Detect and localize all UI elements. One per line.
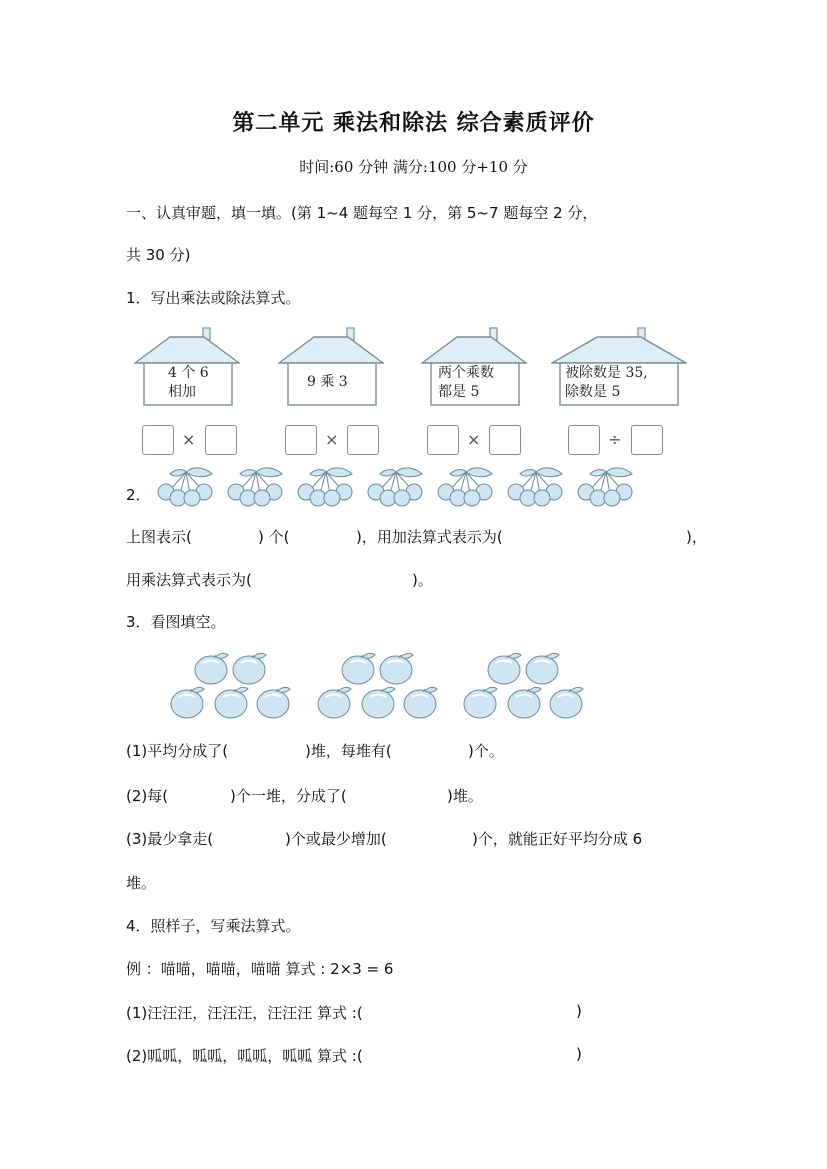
house-label-4 <box>565 364 648 402</box>
q4-example: 例 ：喵喵，喵喵，喵喵 算式 : 2×3 = 6 <box>126 960 394 978</box>
answer-box-3-2[interactable] <box>489 425 521 455</box>
peach-icon <box>317 685 353 719</box>
cherry-icon <box>506 466 564 508</box>
peach <box>525 651 561 689</box>
q2-line1-a: 上图表示( <box>126 528 192 546</box>
peach <box>317 685 353 723</box>
peach <box>341 651 377 689</box>
q3-s3-d: 堆。 <box>126 874 157 892</box>
peach <box>170 685 206 723</box>
cherry-icon <box>436 466 494 508</box>
peach-icon <box>525 651 561 685</box>
house-3 <box>421 326 527 408</box>
house-4 <box>551 326 687 408</box>
cherry-icon <box>226 466 284 508</box>
answer-box-3-1[interactable] <box>427 425 459 455</box>
cherry-icon <box>366 466 424 508</box>
cherry-icon <box>296 466 354 508</box>
q2-line2-a: 用乘法算式表示为( <box>126 571 252 589</box>
cherry-group <box>226 466 284 512</box>
q1-label: 1．写出乘法或除法算式。 <box>126 289 301 307</box>
house-label-line1: 9 乘 3 <box>307 374 348 390</box>
q3-s2-b: )个一堆，分成了( <box>230 787 347 805</box>
peach-icon <box>361 685 397 719</box>
peach-icon <box>487 651 523 685</box>
q3-s2-c: )堆。 <box>447 787 483 805</box>
house-label-line2: 除数是 5 <box>565 384 621 400</box>
q4-label: 4．照样子，写乘法算式。 <box>126 917 301 935</box>
peach <box>214 685 250 723</box>
peach-icon <box>170 685 206 719</box>
peach-icon <box>463 685 499 719</box>
q2-line2-b: )。 <box>412 571 433 589</box>
peach-icon <box>549 685 585 719</box>
cherry-group <box>366 466 424 512</box>
multiply-sign: × <box>182 430 196 449</box>
q4-item2-b: ) <box>576 1045 582 1063</box>
answer-box-4-2[interactable] <box>631 425 663 455</box>
cherry-group <box>506 466 564 512</box>
q3-s1-c: )个。 <box>468 742 504 760</box>
house-label-line2: 都是 5 <box>438 384 480 400</box>
q3-s3-b: )个或最少增加( <box>285 830 387 848</box>
peach <box>379 651 415 689</box>
q3-s1-b: )堆，每堆有( <box>305 742 392 760</box>
cherry-icon <box>156 466 214 508</box>
peach-icon <box>379 651 415 685</box>
peach-icon <box>341 651 377 685</box>
peach-icon <box>232 651 268 685</box>
peach <box>507 685 543 723</box>
section-heading-line1: 一、认真审题，填一填。(第 1~4 题每空 1 分，第 5~7 题每空 2 分， <box>126 204 598 222</box>
peach <box>487 651 523 689</box>
cherry-group <box>576 466 634 512</box>
house-label-line2: 相加 <box>168 384 196 400</box>
q3-s3-c: )个，就能正好平均分成 6 <box>472 830 643 848</box>
peach <box>232 651 268 689</box>
q4-item2-a: (2)呱呱，呱呱，呱呱，呱呱 算式 :( <box>126 1047 363 1065</box>
peach <box>549 685 585 723</box>
multiply-sign: × <box>467 430 481 449</box>
answer-box-1-1[interactable] <box>142 425 174 455</box>
house-label-line1: 两个乘数 <box>438 365 494 381</box>
q3-s3-a: (3)最少拿走( <box>126 830 214 848</box>
house-label-3 <box>438 364 494 402</box>
peach-icon <box>194 651 230 685</box>
q4-item1-a: (1)汪汪汪，汪汪汪，汪汪汪 算式 :( <box>126 1004 363 1022</box>
q3-s2-a: (2)每( <box>126 787 169 805</box>
q3-s1-a: (1)平均分成了( <box>126 742 229 760</box>
divide-sign: ÷ <box>608 430 622 449</box>
peach-icon <box>214 685 250 719</box>
page-title: 第二单元 乘法和除法 综合素质评价 <box>232 110 595 136</box>
q2-line1-d: )， <box>686 528 707 546</box>
q2-line1-b: ) 个( <box>258 528 290 546</box>
house-1 <box>134 326 240 408</box>
cherry-group <box>436 466 494 512</box>
q4-item1-b: ) <box>576 1002 582 1020</box>
answer-box-2-2[interactable] <box>347 425 379 455</box>
exam-info: 时间:60 分钟 满分:100 分+10 分 <box>299 158 528 176</box>
house-icon <box>278 326 384 408</box>
peach <box>194 651 230 689</box>
cherry-group <box>296 466 354 512</box>
answer-box-4-1[interactable] <box>568 425 600 455</box>
peach <box>403 685 439 723</box>
answer-box-1-2[interactable] <box>205 425 237 455</box>
house-label-2 <box>307 373 348 392</box>
house-label-line1: 被除数是 35, <box>565 365 648 381</box>
house-label-line1: 4 个 6 <box>168 365 209 381</box>
house-label-1 <box>168 364 209 402</box>
house-2 <box>278 326 384 408</box>
q2-line1-c: )，用加法算式表示为( <box>356 528 503 546</box>
peach <box>256 685 292 723</box>
q3-label: 3．看图填空。 <box>126 613 226 631</box>
cherry-group <box>156 466 214 512</box>
cherry-icon <box>576 466 634 508</box>
peach <box>361 685 397 723</box>
peach-icon <box>403 685 439 719</box>
answer-box-2-1[interactable] <box>285 425 317 455</box>
q2-label: 2． <box>126 486 151 504</box>
peach <box>463 685 499 723</box>
peach-icon <box>507 685 543 719</box>
peach-icon <box>256 685 292 719</box>
multiply-sign: × <box>325 430 339 449</box>
section-heading-line2: 共 30 分) <box>126 246 191 264</box>
